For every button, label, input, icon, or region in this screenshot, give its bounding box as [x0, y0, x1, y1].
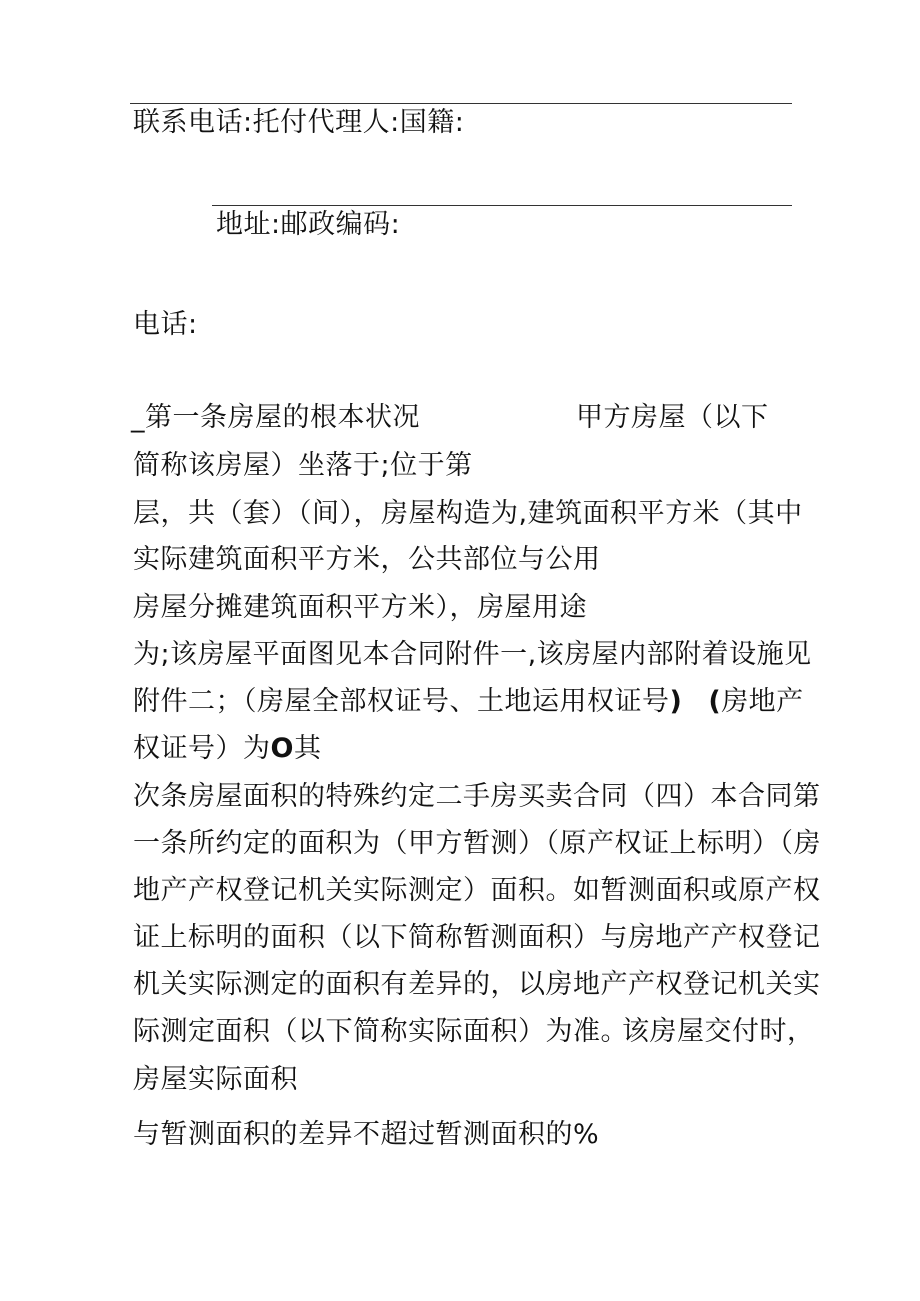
paragraph-line: 为;该房屋平面图见本合同附件一,该房屋内部附着设施见: [133, 639, 812, 670]
paragraph-line-last: 与暂测面积的差异不超过暂测面积的%: [133, 1119, 600, 1150]
cert-number-text: 权证号）为: [133, 733, 271, 764]
paragraph-line-right: 该房屋交付时，: [622, 1016, 815, 1047]
cert-text: 附件二；（房屋全部权证号、土地运用权证号: [133, 686, 670, 717]
article1-heading: _第一条房屋的根本状况: [131, 402, 420, 433]
paragraph-line: 层，共（套）（间），房屋构造为,建筑面积平方米（其中: [133, 498, 803, 529]
bold-o: O: [270, 733, 294, 764]
paragraph-line: 机关实际测定的面积有差异的，以房地产产权登记机关实: [133, 969, 821, 1000]
open-paren: (: [708, 686, 722, 717]
address-line: 地址:邮政编码:: [216, 209, 401, 240]
paragraph-line: 房屋分摊建筑面积平方米），房屋用途: [133, 592, 587, 623]
address-underline: [212, 205, 792, 206]
paragraph-line: 房屋实际面积: [133, 1064, 298, 1095]
paragraph-line: 证上标明的面积（以下简称暂测面积）与房地产产权登记: [133, 922, 821, 953]
paragraph-line-cert: [133, 684, 804, 720]
cert-text-end: 房地产: [721, 686, 804, 717]
cert-number-end: 其: [293, 733, 322, 764]
paragraph-line: 简称该房屋）坐落于;位于第: [133, 450, 473, 481]
paragraph-line: 一条所约定的面积为（甲方暂测）（原产权证上标明）（房: [133, 828, 821, 859]
close-paren: ): [669, 686, 683, 717]
paragraph-line: 实际建筑面积平方米，公共部位与公用: [133, 544, 601, 575]
phone-line: 电话:: [133, 309, 198, 340]
paragraph-line: 地产产权登记机关实际测定）面积。如暂测面积或原产权: [133, 875, 821, 906]
paragraph-line: 次条房屋面积的特殊约定二手房买卖合同（四）本合同第: [133, 781, 821, 812]
paragraph-line-cert-number: [133, 731, 321, 767]
signature-underline: [130, 103, 792, 104]
article1-heading-right: 甲方房屋（以下: [576, 402, 769, 433]
paragraph-line: 际测定面积（以下简称实际面积）为准。: [133, 1016, 628, 1047]
contact-line: 联系电话:托付代理人:国籍:: [133, 107, 465, 138]
